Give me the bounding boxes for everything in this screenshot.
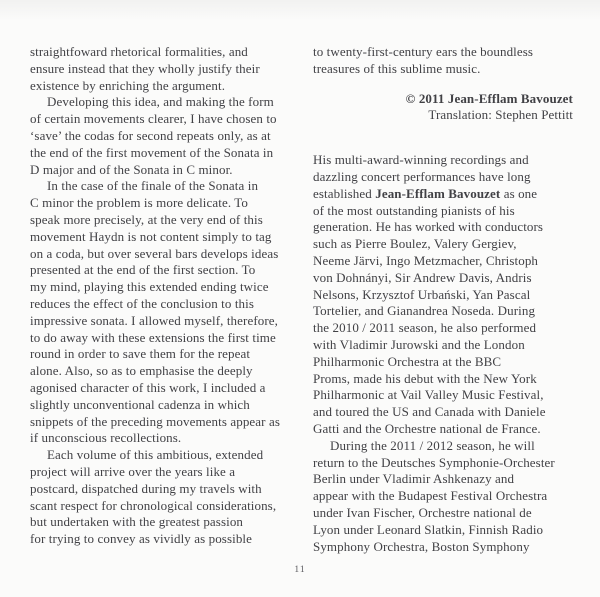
text-span: His multi-award-winning recordings and [313, 152, 529, 168]
text-span: of the most outstanding pianists of his [313, 202, 515, 218]
text-line [313, 404, 573, 421]
text-span: presented at the end of the first section. To [30, 262, 256, 278]
text-line [313, 539, 573, 556]
text-span: for trying to convey as vividly as possible [30, 531, 253, 547]
text-line [30, 262, 298, 279]
text-span: scant respect for chronological considerations, [30, 497, 277, 513]
text-line [30, 111, 298, 128]
biography-paragraph [313, 152, 573, 555]
text-span: my mind, playing this extended ending twice [30, 279, 269, 295]
text-line [30, 145, 298, 162]
text-span: established [313, 185, 376, 201]
text-span: Developing this idea, and making the form [47, 94, 274, 110]
text-line [30, 296, 298, 313]
text-span: round in order to save them for the repeat [30, 346, 251, 362]
text-line [30, 44, 298, 61]
translation-credit: Translation: Stephen Pettitt [428, 107, 573, 123]
text-span: the 2010 / 2011 season, he also performed [313, 320, 537, 336]
text-line [30, 514, 298, 531]
text-span: Neeme Järvi, Ingo Metzmacher, Christoph [313, 252, 539, 268]
text-span: postcard, dispatched during my travels with [30, 480, 262, 496]
text-line [30, 464, 298, 481]
copyright-credit: © 2011 Jean-Efflam Bavouzet [405, 90, 573, 106]
text-span: under Ivan Fischer, Orchestre national de [313, 504, 532, 520]
text-line [30, 162, 298, 179]
bold-text: Jean-Efflam Bavouzet [375, 185, 501, 201]
text-span: to twenty-first-century ears the boundless [313, 44, 534, 59]
text-line [313, 438, 573, 455]
text-line [30, 178, 298, 195]
text-span: if unconscious recollections. [30, 430, 182, 446]
text-line [313, 320, 573, 337]
text-span: Tortelier, and Gianandrea Noseda. During [313, 303, 536, 319]
text-span: generation. He has worked with conductors [313, 219, 544, 235]
text-span: existence by enriching the argument. [30, 77, 226, 93]
text-line [313, 169, 573, 186]
text-span: Nelsons, Krzysztof Urbański, Yan Pascal [313, 286, 531, 302]
page-number: 11 [294, 565, 306, 575]
text-line [30, 363, 298, 380]
text-span: return to the Deutsches Symphonie-Orchester [313, 454, 555, 470]
text-span: dazzling concert performances have long [313, 168, 531, 184]
text-line [30, 313, 298, 330]
text-line [30, 246, 298, 263]
text-line [313, 421, 573, 438]
text-span: to do away with these extensions the first time [30, 329, 276, 345]
text-line [313, 270, 573, 287]
text-span: on a coda, but over several bars develops ideas [30, 245, 279, 261]
text-span: and toured the US and Canada with Daniele [313, 404, 546, 420]
text-line [30, 447, 298, 464]
text-span: ‘save’ the codas for second repeats only, as at [30, 127, 271, 143]
text-line [30, 212, 298, 229]
text-line [313, 203, 573, 220]
text-line [313, 186, 573, 203]
left-column [30, 44, 298, 548]
text-line [313, 303, 573, 320]
text-span: ensure instead that they wholly justify their [30, 60, 260, 76]
text-line [313, 287, 573, 304]
text-line [313, 354, 573, 371]
text-line [30, 430, 298, 447]
text-span: Philharmonic Orchestra at the BBC [313, 353, 502, 369]
text-line [30, 330, 298, 347]
right-column [313, 44, 573, 555]
text-line [313, 253, 573, 270]
text-line [313, 455, 573, 472]
text-span: snippets of the preceding movements appear as [30, 413, 280, 429]
text-line [313, 371, 573, 388]
text-line [30, 279, 298, 296]
text-line [313, 236, 573, 253]
text-span: Proms, made his debut with the New York [313, 370, 537, 386]
text-span: treasures of this sublime music. [313, 60, 481, 76]
text-span: with Vladimir Jurowski and the London [313, 336, 525, 352]
text-line [30, 229, 298, 246]
text-span: Symphony Orchestra, Boston Symphony [313, 538, 530, 554]
text-span: impressive sonata. I allowed myself, therefore, [30, 312, 279, 328]
text-line [313, 44, 573, 61]
text-line [30, 94, 298, 111]
text-span: project will arrive over the years like a [30, 463, 236, 479]
text-span: alone. Also, so as to emphasise the deeply [30, 363, 253, 379]
text-span: In the case of the finale of the Sonata in [47, 178, 259, 194]
text-span: C minor the problem is more delicate. To [30, 195, 249, 211]
text-line [30, 380, 298, 397]
text-span: Lyon under Leonard Slatkin, Finnish Radio [313, 521, 544, 537]
text-line [30, 414, 298, 431]
text-span: Gatti and the Orchestre national de France. [313, 420, 541, 436]
text-span: appear with the Budapest Festival Orchestra [313, 488, 548, 504]
text-line [30, 128, 298, 145]
text-span: straightfoward rhetorical formalities, and [30, 44, 248, 59]
text-line [313, 337, 573, 354]
text-line [30, 61, 298, 78]
text-line [313, 471, 573, 488]
text-span: agonised character of this work, I included a [30, 379, 266, 395]
text-line [30, 346, 298, 363]
text-line [30, 78, 298, 95]
text-line [30, 397, 298, 414]
text-line [30, 195, 298, 212]
intro-paragraph [313, 44, 573, 78]
text-line [313, 505, 573, 522]
text-line [30, 531, 298, 548]
text-line [30, 481, 298, 498]
text-span: as one [500, 185, 538, 201]
text-line [313, 387, 573, 404]
text-span: Each volume of this ambitious, extended [47, 447, 264, 463]
text-span: the end of the first movement of the Sonata in [30, 144, 274, 160]
text-line [30, 498, 298, 515]
text-span: speak more precisely, at the very end of this [30, 211, 263, 227]
text-line [313, 488, 573, 505]
text-line [313, 219, 573, 236]
text-span: of certain movements clearer, I have chosen to [30, 111, 277, 127]
text-span: reduces the effect of the conclusion to this [30, 295, 255, 311]
text-span: movement Haydn is not content simply to tag [30, 228, 272, 244]
text-span: Berlin under Vladimir Ashkenazy and [313, 471, 515, 487]
text-line [313, 522, 573, 539]
text-span: such as Pierre Boulez, Valery Gergiev, [313, 236, 517, 252]
text-span: von Dohnányi, Sir Andrew Davis, Andris [313, 269, 532, 285]
text-span: Philharmonic at Vail Valley Music Festival, [313, 387, 544, 403]
text-line [313, 152, 573, 169]
text-span: slightly unconventional cadenza in which [30, 396, 250, 412]
text-span: D major and of the Sonata in C minor. [30, 161, 233, 177]
text-span: but undertaken with the greatest passion [30, 514, 244, 530]
text-span: During the 2011 / 2012 season, he will [330, 437, 535, 453]
text-line [313, 61, 573, 78]
